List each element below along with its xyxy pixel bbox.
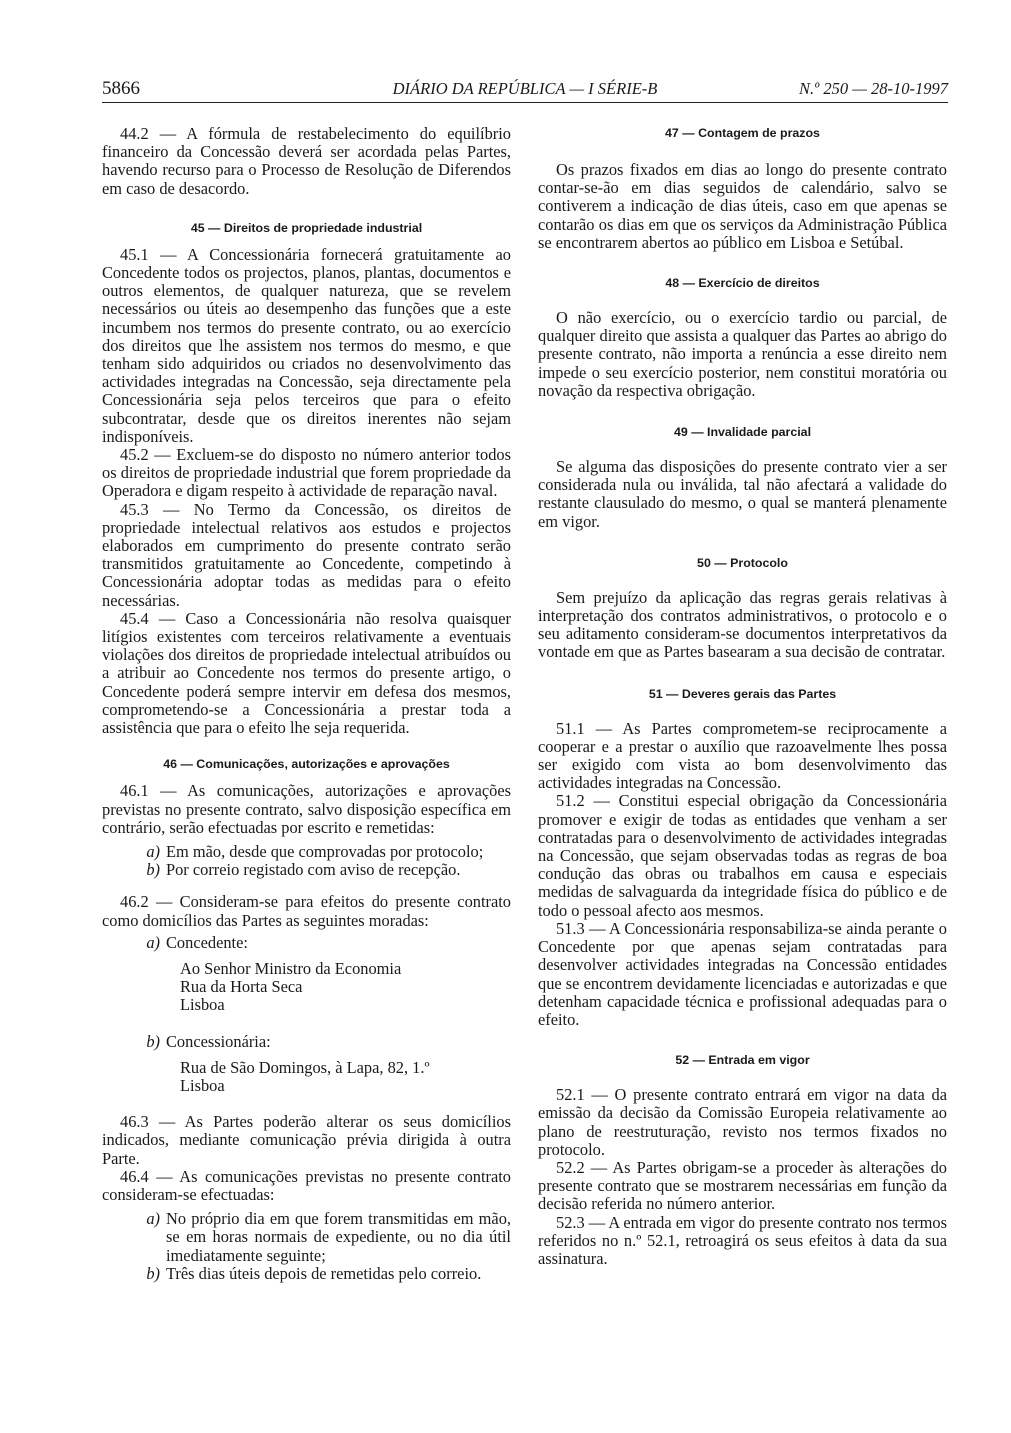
paragraph-51-1: 51.1 — As Partes comprometem-se reciprocamente a cooperar e a prestar o auxílio que razoavelmente lhes possa ser exigido com vista ao bom desenvolvimento das actividades integradas na Concessão. — [538, 718, 947, 793]
page-number: 5866 — [102, 78, 140, 99]
heading-49: 49 — Invalidade parcial — [673, 425, 812, 440]
paragraph-44-2: 44.2 — A fórmula de restabelecimento do equilíbrio financeiro da Concessão deverá ser acordada pelas Partes, havendo recurso para o Processo de Resolução de Diferendos em caso de desacordo. — [102, 124, 511, 198]
paragraph-45-1: 45.1 — A Concessionária fornecerá gratuitamente ao Concedente todos os projectos, planos, plantas, documentos e outros elementos, de qualquer natureza, que se revelem necessários ou úteis ao desempenho das funções que a este incumbem nos termos do presente contrato, ou ao exercício dos direitos que lhe assistem nos termos do mesmo, e que tenham sido adquiridos ou criados no desenvolvimento das actividades integradas na Concessão, seja directamente pela Concessionária seja pelos terceiros que para o efeito subcontratar, desde que os direitos inerentes não sejam indisponíveis. — [102, 244, 511, 446]
right-column — [538, 125, 947, 1268]
journal-title: DIÁRIO DA REPÚBLICA — I SÉRIE-B — [392, 79, 658, 98]
list-marker: b) — [146, 1263, 160, 1283]
list-item-text: Por correio registado com aviso de recepção. — [166, 860, 461, 880]
list-marker: a) — [146, 841, 160, 861]
list-marker: a) — [146, 932, 160, 952]
list-46-1 — [102, 843, 511, 879]
list-marker: b) — [146, 860, 160, 880]
list-item-text: No próprio dia em que forem transmitidas em mão, se em horas normais de expediente, ou no dia útil imediatamente seguinte; — [166, 1209, 511, 1265]
address-line: Lisboa — [180, 1075, 225, 1095]
list-46-2a — [102, 934, 511, 952]
list-marker: a) — [146, 1209, 160, 1229]
list-item-text: Concedente: — [166, 932, 248, 952]
paragraph-46-2: 46.2 — Consideram-se para efeitos do presente contrato como domicílios das Partes as seguintes moradas: — [102, 892, 511, 930]
list-46-4 — [102, 1210, 511, 1283]
list-item — [102, 1033, 511, 1051]
paragraph-52-1: 52.1 — O presente contrato entrará em vigor na data da emissão da decisão da Comissão Europeia relativamente ao plano de reestruturação, revisto nos termos fixados no protocolo. — [538, 1085, 947, 1159]
heading-52: 52 — Entrada em vigor — [675, 1053, 810, 1068]
list-item — [102, 1210, 511, 1265]
list-item — [102, 843, 511, 861]
paragraph-51-2: 51.2 — Constitui especial obrigação da Concessionária promover e exigir de todas as entidades que venham a ser contratadas para o desenvolvimento de actividades integradas na Concessão, que sejam observadas todas as regras de boa condução das obras ou trabalhos em causa e especiais medidas de salvaguarda da integridade física do público e de todo o pessoal afecto aos mesmos. — [538, 791, 947, 920]
paragraph-47: Os prazos fixados em dias ao longo do presente contrato contar-se-ão em dias seguidos de calendário, salvo se contiverem a indicação de dias úteis, caso em que apenas se contarão os dias em que os serviços da Administração Pública se encontrarem abertos ao público em Lisboa e Setúbal. — [538, 160, 947, 252]
list-item-text: Três dias úteis depois de remetidas pelo correio. — [166, 1263, 482, 1283]
paragraph-46-4: 46.4 — As comunicações previstas no presente contrato consideram-se efectuadas: — [102, 1166, 511, 1204]
heading-47: 47 — Contagem de prazos — [665, 126, 820, 140]
address-line: Rua da Horta Seca — [180, 977, 303, 997]
list-marker: b) — [146, 1031, 160, 1051]
heading-45: 45 — Direitos de propriedade industrial — [190, 220, 423, 235]
paragraph-46-1: 46.1 — As comunicações, autorizações e aprovações previstas no presente contrato, salvo disposição específica em contrário, serão efectuadas por escrito e remetidas: — [102, 781, 511, 837]
list-item-text: Em mão, desde que comprovadas por protocolo; — [166, 841, 484, 861]
heading-51: 51 — Deveres gerais das Partes — [648, 686, 837, 701]
paragraph-49: Se alguma das disposições do presente contrato vier a ser considerada nula ou inválida, tal não afectará a validade do restante clausulado do mesmo, o qual se manterá plenamente em vigor. — [538, 457, 947, 531]
heading-48: 48 — Exercício de direitos — [665, 276, 820, 291]
paragraph-50: Sem prejuízo da aplicação das regras gerais relativas à interpretação dos contratos administrativos, o protocolo e o seu aditamento consideram-se documentos interpretativos da vontade em que as Partes basearam a sua decisão de contratar. — [538, 587, 947, 662]
left-column — [102, 125, 511, 1283]
paragraph-45-4: 45.4 — Caso a Concessionária não resolva quaisquer litígios existentes com terceiros relativamente a eventuais violações dos direitos de propriedade intelectual atribuídos ou a atribuir ao Concedente nos termos do presente artigo, o Concedente poderá sempre intervir em defesa dos mesmos, comprometendo-se a Concessionária a prestar toda a assistência que para o efeito lhe seja requerida. — [102, 608, 511, 738]
paragraph-45-2: 45.2 — Excluem-se do disposto no número anterior todos os direitos de propriedade industrial que forem propriedade da Operadora e digam respeito à actividade de reparação naval. — [102, 445, 511, 501]
list-item — [102, 861, 511, 879]
paragraph-45-3: 45.3 — No Termo da Concessão, os direitos de propriedade intelectual relativos aos estudos e projectos elaborados em cumprimento do presente contrato serão transmitidos gratuitamente ao Concedente, competindo à Concessionária adoptar todas as medidas para o efeito necessárias. — [102, 499, 511, 610]
address-line: Rua de São Domingos, à Lapa, 82, 1.º — [180, 1057, 430, 1077]
heading-46: 46 — Comunicações, autorizações e aprovações — [163, 757, 450, 772]
paragraph-51-3: 51.3 — A Concessionária responsabiliza-se ainda perante o Concedente por que apenas sejam contratadas para desenvolver actividades integradas na Concessão entidades que se encontrem devidamente licenciadas e autorizadas e que detenham capacidade técnica e profissional adequadas para o efeito. — [538, 918, 947, 1029]
issue-date: N.º 250 — 28-10-1997 — [798, 79, 948, 98]
list-item — [102, 1265, 511, 1283]
address-concedente — [102, 960, 511, 1015]
paragraph-52-2: 52.2 — As Partes obrigam-se a proceder às alterações do presente contrato que se mostrarem necessárias em função da decisão referida no número anterior. — [538, 1157, 947, 1214]
paragraph-52-3: 52.3 — A entrada em vigor do presente contrato nos termos referidos no n.º 52.1, retroagirá os seus efeitos à data da sua assinatura. — [538, 1212, 948, 1268]
paragraph-46-3: 46.3 — As Partes poderão alterar os seus domicílios indicados, mediante comunicação prévia dirigida à outra Parte. — [102, 1112, 511, 1168]
address-line: Lisboa — [180, 995, 225, 1015]
list-46-2b — [102, 1033, 511, 1051]
list-item — [102, 934, 511, 952]
paragraph-48: O não exercício, ou o exercício tardio ou parcial, de qualquer direito que assista a qualquer das Partes ao abrigo do presente contrato, não importa a renúncia a esse direito nem impede o seu exercício posterior, nem constitui moratória ou novação da respectiva obrigação. — [538, 308, 947, 400]
heading-50: 50 — Protocolo — [697, 555, 788, 570]
address-concessionaria — [102, 1059, 511, 1095]
page-header — [102, 78, 948, 103]
address-line: Ao Senhor Ministro da Economia — [180, 958, 402, 978]
list-item-text: Concessionária: — [166, 1031, 271, 1051]
